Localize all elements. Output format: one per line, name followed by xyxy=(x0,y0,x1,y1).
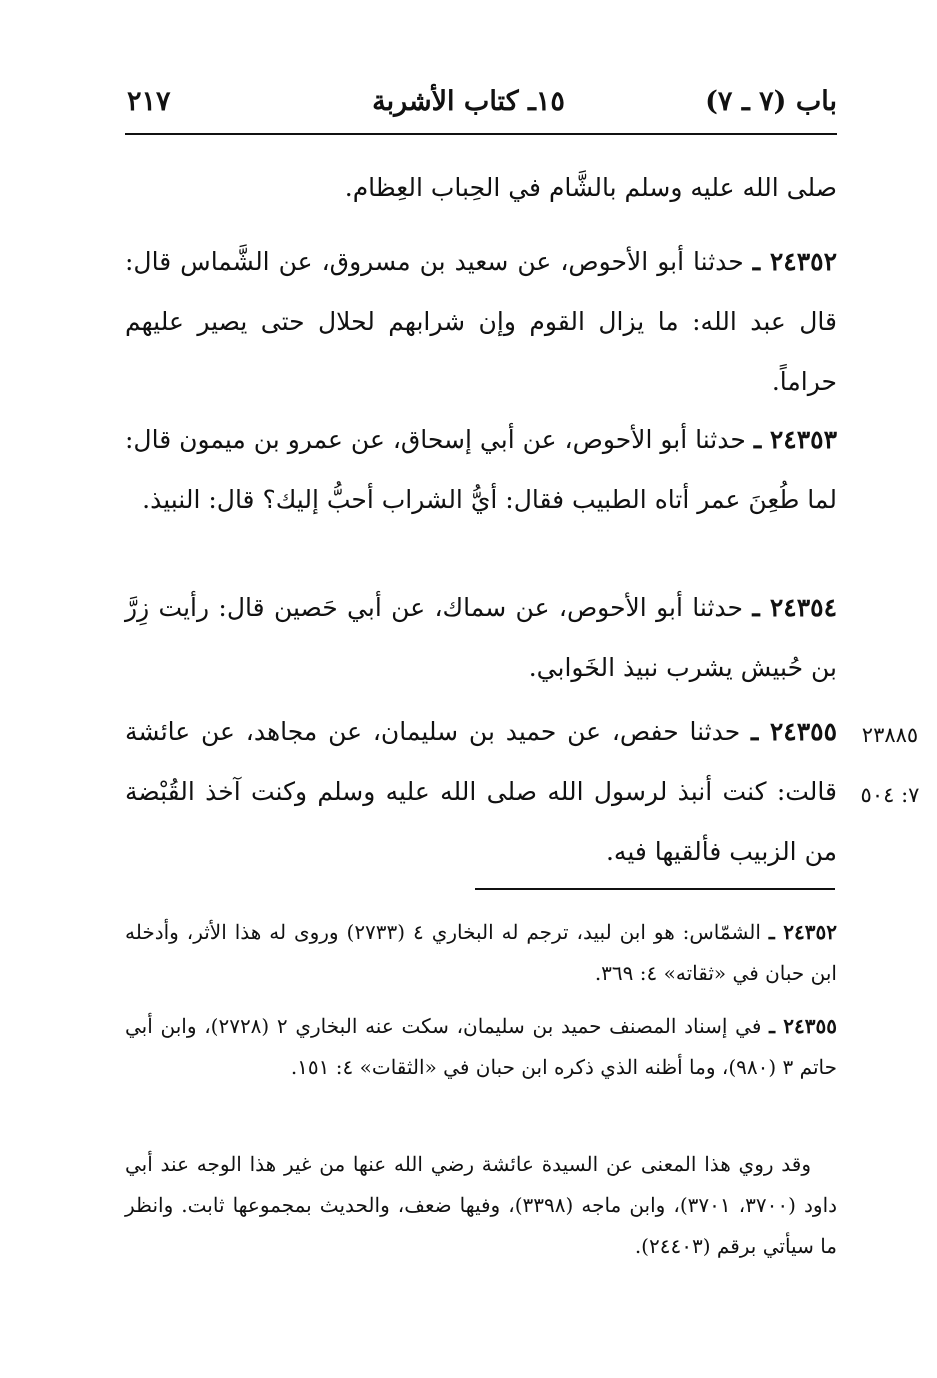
paragraph-continuation xyxy=(125,158,837,218)
margin-reference-number: ٢٣٨٨٥ xyxy=(861,723,919,747)
footnote-text: في إسناد المصنف حميد بن سليمان، سكت عنه البخاري ٢ (٢٧٢٨)، وابن أبي حاتم ٣ (٩٨٠)، وما أظنه الذي ذكره ابن حبان في «الثقات» ٤: ١٥١. xyxy=(125,1014,837,1079)
footnote-text: وقد روي هذا المعنى عن السيدة عائشة رضي الله عنها من غير هذا الوجه عند أبي داود (٣٧٠٠، ٣٧٠١)، وابن ماجه (٣٣٩٨)، وفيها ضعف، والحديث بمجموعها ثابت. وانظر ما سيأتي برقم (٢٤٤٠٣). xyxy=(125,1152,838,1258)
paragraph-text: صلى الله عليه وسلم بالشَّام في الحِباب العِظام. xyxy=(344,173,837,202)
hadith-text: حدثنا أبو الأحوص، عن سعيد بن مسروق، عن الشَّماس قال: قال عبد الله: ما يزال القوم وإن شرابهم لحلال حتى يصير عليهم حراماً. xyxy=(125,247,837,396)
hadith-24353 xyxy=(125,410,837,530)
header-rule xyxy=(125,133,837,135)
hadith-number: ٢٤٣٥٢ ـ xyxy=(752,247,838,276)
hadith-text: حدثنا أبو الأحوص، عن سماك، عن أبي حَصين قال: رأيت زِرَّ بن حُبيش يشرب نبيذ الخَوابي. xyxy=(125,593,837,682)
footnote-continuation xyxy=(125,1144,837,1267)
running-header-book-title: ١٥ـ كتاب الأشربة xyxy=(372,86,565,117)
hadith-text: حدثنا أبو الأحوص، عن أبي إسحاق، عن عمرو بن ميمون قال: لما طُعِنَ عمر أتاه الطبيب فقال: أيُّ الشراب أحبُّ إليك؟ قال: النبيذ. xyxy=(125,425,837,514)
running-header-chapter: باب (٧ ـ ٧) xyxy=(705,86,837,117)
hadith-24355 xyxy=(125,702,837,882)
margin-reference-volume-page: ٧: ٥٠٤ xyxy=(860,783,920,807)
footnote-24352 xyxy=(125,912,837,994)
hadith-number: ٢٤٣٥٣ ـ xyxy=(753,425,838,454)
hadith-number: ٢٤٣٥٤ ـ xyxy=(752,593,837,622)
hadith-24352 xyxy=(125,232,837,412)
footnote-number: ٢٤٣٥٥ ـ xyxy=(769,1014,837,1038)
hadith-text: حدثنا حفص، عن حميد بن سليمان، عن مجاهد، عن عائشة قالت: كنت أنبذ لرسول الله صلى الله عليه وسلم وكنت آخذ القُبْضة من الزبيب فألقيها فيه. xyxy=(125,717,837,866)
footnote-separator xyxy=(475,888,835,890)
footnote-24355 xyxy=(125,1006,837,1088)
hadith-24354 xyxy=(125,578,837,698)
footnote-number: ٢٤٣٥٢ ـ xyxy=(768,920,837,944)
footnote-text: الشمّاس: هو ابن لبيد، ترجم له البخاري ٤ (٢٧٣٣) وروى له هذا الأثر، وأدخله ابن حبان في «ثقاته» ٤: ٣٦٩. xyxy=(125,920,837,985)
page-number: ٢١٧ xyxy=(127,86,171,117)
hadith-number: ٢٤٣٥٥ ـ xyxy=(750,717,837,746)
